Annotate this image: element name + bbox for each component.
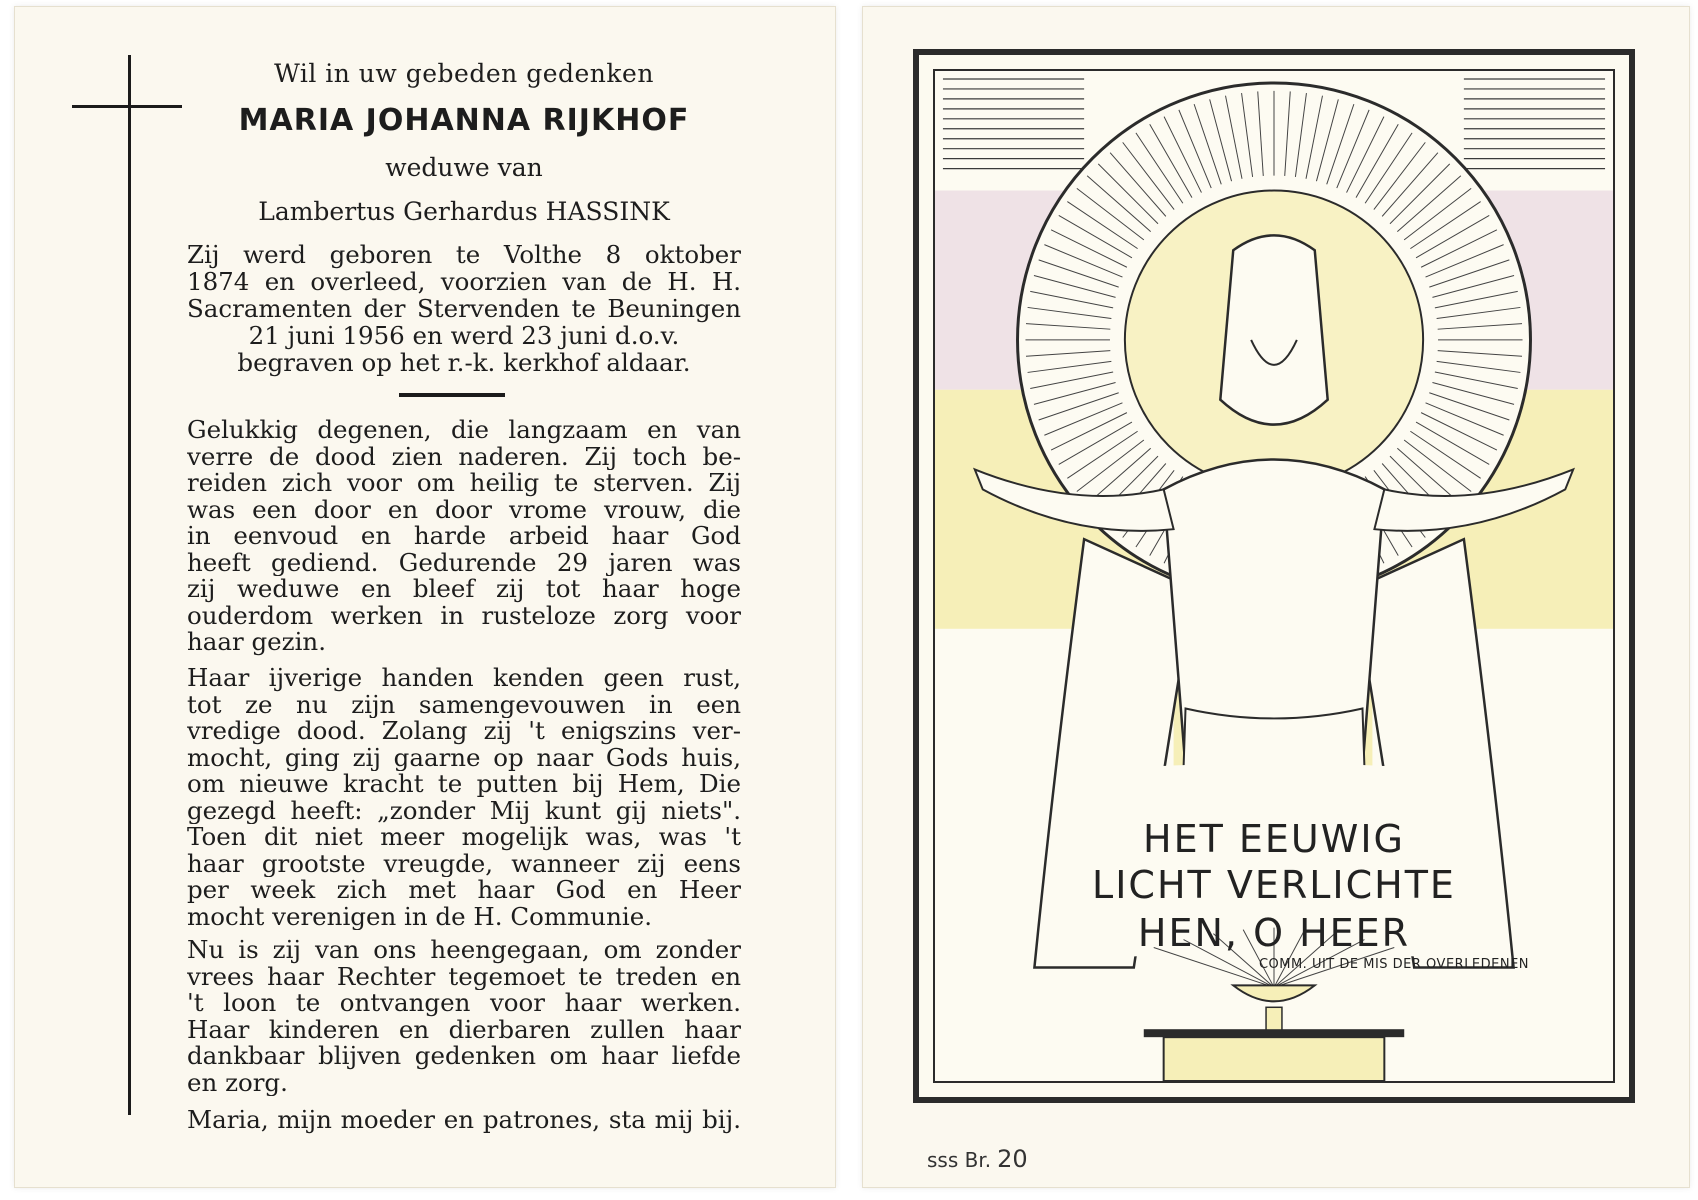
closing-prayer: Maria, mijn moeder en patrones, sta mij bij.: [187, 1105, 741, 1134]
banner-source: COMM. UIT DE MIS DER OVERLEDENEN: [1258, 957, 1530, 972]
text-line: in eenvoud en harde arbeid haar God: [187, 523, 741, 550]
deceased-name: MARIA JOHANNA RIJKHOF: [238, 103, 690, 138]
paragraph-1: [187, 417, 741, 656]
text-line: reiden zich voor om heilig te sterven. Zij: [187, 470, 741, 497]
text-line: Toen dit niet meer mogelijk was, was 't: [187, 824, 741, 851]
card-number-prefix: sss Br.: [927, 1148, 992, 1172]
corner-rays-left: [943, 79, 1084, 169]
text-line: vredige dood. Zolang zij 't enigszins ver-: [187, 718, 741, 745]
divider-rule: [399, 393, 505, 397]
text-line: mocht, ging zij gaarne op naar Gods huis,: [187, 744, 741, 771]
text-line: per week zich met haar God en Heer: [187, 877, 741, 904]
text-line: haar grootste vreugde, wanneer zij eens: [187, 850, 741, 877]
paragraph-2: [187, 665, 741, 930]
spouse-name: Lambertus Gerhardus HASSINK: [258, 197, 670, 226]
text-line: tot ze nu zijn samengevouwen in een: [187, 691, 741, 718]
banner-line-3: HEN, O HEER: [1137, 911, 1411, 955]
paragraph-3: [187, 937, 741, 1096]
text-line: Nu is zij van ons heengegaan, om zonder: [187, 937, 741, 964]
text-line: en zorg.: [187, 1069, 288, 1096]
text-line: heeft gediend. Gedurende 29 jaren was: [187, 549, 741, 576]
bio-line: Zij werd geboren te Volthe 8 oktober: [187, 240, 741, 269]
text-line: om nieuwe kracht te putten bij Hem, Die: [187, 771, 741, 798]
banner-line-2: LICHT VERLICHTE: [1092, 863, 1456, 907]
image-frame: [913, 49, 1635, 1103]
corner-rays-right: [1464, 79, 1605, 169]
card-number-value: 20: [997, 1145, 1028, 1173]
chalice-stem: [1266, 1007, 1282, 1031]
bio-line: Sacramenten der Stervenden te Beuningen: [187, 294, 741, 323]
cross-vertical: [128, 55, 131, 1115]
widow-of-line: weduwe van: [385, 153, 543, 182]
memorial-text-card: [14, 6, 836, 1188]
intro-line: Wil in uw gebeden gedenken: [274, 59, 654, 88]
text-line: gezegd heeft: „zonder Mij kunt gij niets".: [187, 797, 741, 824]
text-line: mocht verenigen in de H. Communie.: [187, 903, 652, 930]
bio-line: begraven op het r.-k. kerkhof aldaar.: [237, 348, 691, 377]
bio-line: 1874 en overleed, voorzien van de H. H.: [187, 267, 741, 296]
altar-front: [1164, 1037, 1385, 1081]
text-line: ouderdom werken in rusteloze zorg voor: [187, 602, 741, 629]
text-line: vrees haar Rechter tegemoet te treden en: [187, 963, 741, 990]
devotional-image-card: [862, 6, 1690, 1188]
cross-horizontal: [72, 105, 182, 108]
text-line: Haar kinderen en dierbaren zullen haar: [187, 1016, 741, 1043]
head: [1220, 235, 1327, 424]
text-line: 't loon te ontvangen voor haar werken.: [187, 990, 741, 1017]
text-line: Haar ijverige handen kenden geen rust,: [187, 665, 741, 692]
text-line: zij weduwe en bleef zij tot haar hoge: [187, 576, 741, 603]
card-number: [927, 1145, 1028, 1173]
banner-line-1: HET EEUWIG: [1143, 817, 1405, 861]
bio-line: 21 juni 1956 en werd 23 juni d.o.v.: [248, 321, 680, 350]
text-line: Gelukkig degenen, die langzaam en van: [187, 417, 741, 444]
text-line: haar gezin.: [187, 629, 326, 656]
biography: [187, 241, 741, 376]
text-line: verre de dood zien naderen. Zij toch be-: [187, 443, 741, 470]
image-inner-frame: [933, 69, 1615, 1083]
altar-top: [1144, 1029, 1404, 1037]
chalice-cup: [1233, 985, 1315, 1001]
text-line: dankbaar blijven gedenken om haar liefde: [187, 1043, 741, 1070]
text-line: was een door en door vrome vrouw, die: [187, 496, 741, 523]
